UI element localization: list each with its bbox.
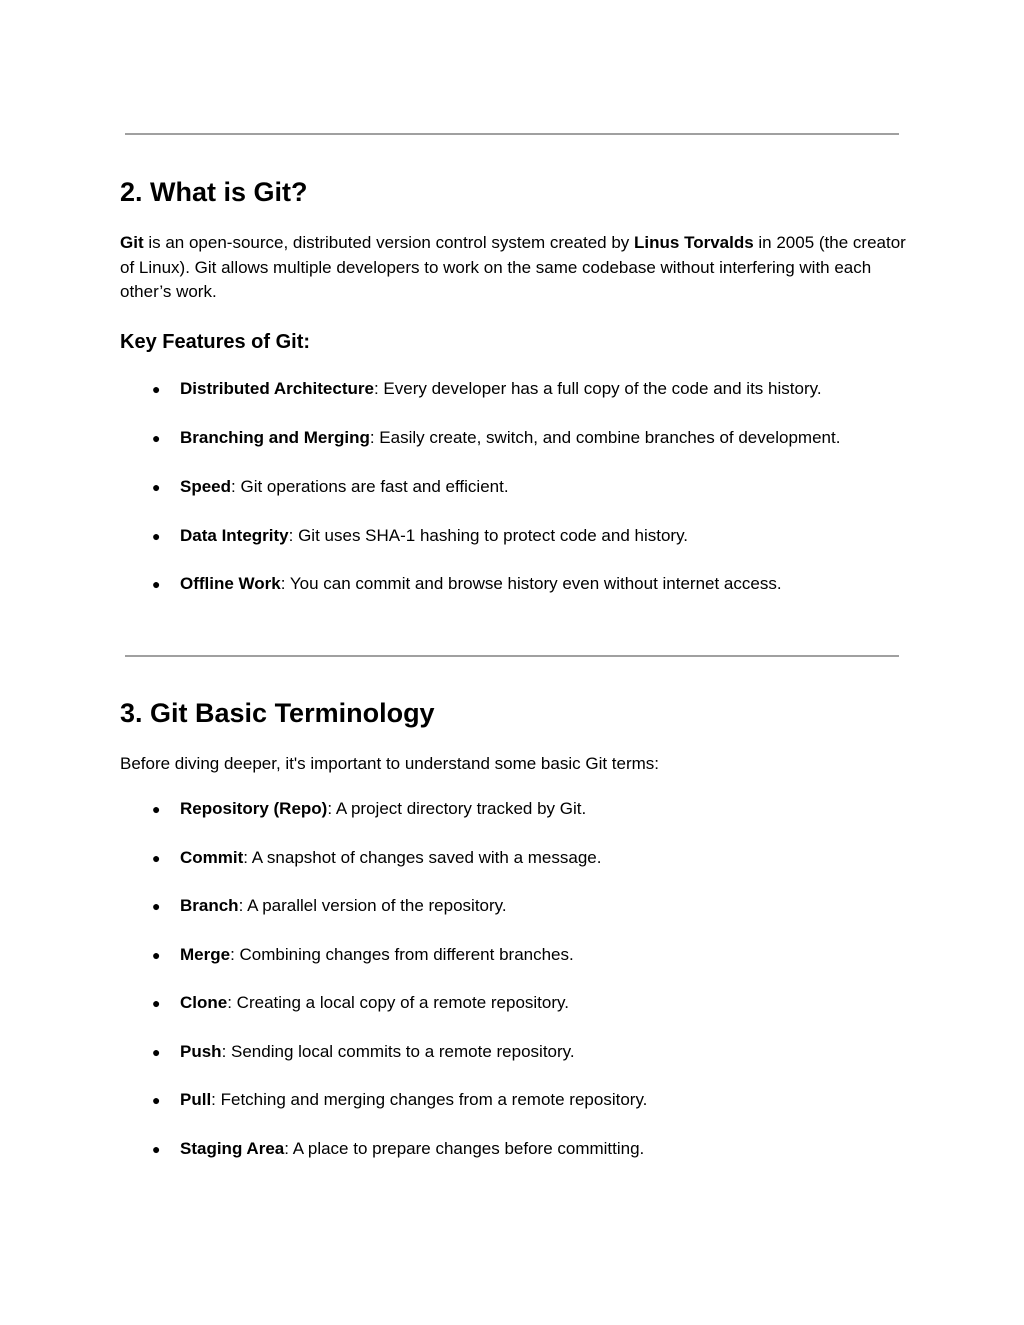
list-item bbox=[0, 572, 1024, 596]
feature-desc: : Easily create, switch, and combine branches of development. bbox=[369, 428, 841, 447]
list-item bbox=[0, 377, 1024, 401]
bullet-icon: ● bbox=[152, 801, 161, 817]
bullet-icon: ● bbox=[152, 898, 161, 914]
list-item bbox=[0, 1137, 1024, 1161]
bullet-icon: ● bbox=[152, 947, 161, 963]
term-desc: : Sending local commits to a remote repository. bbox=[221, 1042, 575, 1061]
term-name: Merge bbox=[180, 945, 231, 964]
feature-desc: : Git operations are fast and efficient. bbox=[231, 477, 509, 496]
term-desc: : Combining changes from different branches. bbox=[230, 945, 574, 964]
intro-text-1: is an open-source, distributed version control system created by bbox=[143, 233, 635, 252]
bullet-icon: ● bbox=[152, 381, 161, 397]
term-name: Repository (Repo) bbox=[180, 799, 328, 818]
term-desc: : A snapshot of changes saved with a message. bbox=[243, 848, 602, 867]
bullet-icon: ● bbox=[152, 1141, 161, 1157]
list-item bbox=[0, 991, 1024, 1015]
list-item bbox=[0, 1040, 1024, 1064]
section-heading-git-basic-terminology: 3. Git Basic Terminology bbox=[120, 698, 435, 728]
term-desc: : Creating a local copy of a remote repository. bbox=[227, 993, 569, 1012]
list-item bbox=[0, 846, 1024, 870]
feature-desc: : Every developer has a full copy of the code and its history. bbox=[373, 379, 822, 398]
term-name: Push bbox=[180, 1042, 222, 1061]
list-item bbox=[0, 524, 1024, 548]
term-linus-torvalds: Linus Torvalds bbox=[634, 233, 754, 252]
bullet-icon: ● bbox=[152, 995, 161, 1011]
bullet-icon: ● bbox=[152, 528, 161, 544]
term-desc: : A place to prepare changes before committing. bbox=[284, 1139, 645, 1158]
bullet-icon: ● bbox=[152, 576, 161, 592]
feature-term: Data Integrity bbox=[180, 526, 289, 545]
term-name: Commit bbox=[180, 848, 244, 867]
term-name: Clone bbox=[180, 993, 228, 1012]
list-item bbox=[0, 475, 1024, 499]
bullet-icon: ● bbox=[152, 850, 161, 866]
list-item bbox=[0, 943, 1024, 967]
term-desc: : A project directory tracked by Git. bbox=[327, 799, 587, 818]
feature-desc: : You can commit and browse history even without internet access. bbox=[280, 574, 782, 593]
term-git: Git bbox=[120, 233, 144, 252]
bullet-icon: ● bbox=[152, 1044, 161, 1060]
bullet-icon: ● bbox=[152, 430, 161, 446]
term-desc: : A parallel version of the repository. bbox=[238, 896, 507, 915]
subheading-key-features: Key Features of Git: bbox=[120, 331, 311, 353]
bullet-icon: ● bbox=[152, 1092, 161, 1108]
list-item bbox=[0, 894, 1024, 918]
horizontal-rule-top bbox=[125, 133, 899, 135]
bullet-icon: ● bbox=[152, 479, 161, 495]
feature-desc: : Git uses SHA-1 hashing to protect code and history. bbox=[288, 526, 689, 545]
list-item bbox=[0, 1088, 1024, 1112]
git-intro-paragraph bbox=[120, 231, 910, 305]
intro-text-2: in 2005 (the creator of Linux). Git allows multiple developers to work on the same codebase without interfering with each other’s work. bbox=[120, 233, 906, 301]
feature-term: Branching and Merging bbox=[180, 428, 370, 447]
section-heading-what-is-git: 2. What is Git? bbox=[120, 177, 308, 207]
horizontal-rule-middle bbox=[125, 655, 899, 657]
list-item bbox=[0, 797, 1024, 821]
term-name: Pull bbox=[180, 1090, 212, 1109]
term-name: Branch bbox=[180, 896, 239, 915]
feature-term: Speed bbox=[180, 477, 232, 496]
list-item bbox=[0, 426, 1024, 450]
feature-term: Distributed Architecture bbox=[180, 379, 374, 398]
terminology-intro-paragraph: Before diving deeper, it's important to understand some basic Git terms: bbox=[120, 754, 660, 773]
term-name: Staging Area bbox=[180, 1139, 285, 1158]
feature-term: Offline Work bbox=[180, 574, 281, 593]
term-desc: : Fetching and merging changes from a remote repository. bbox=[211, 1090, 648, 1109]
